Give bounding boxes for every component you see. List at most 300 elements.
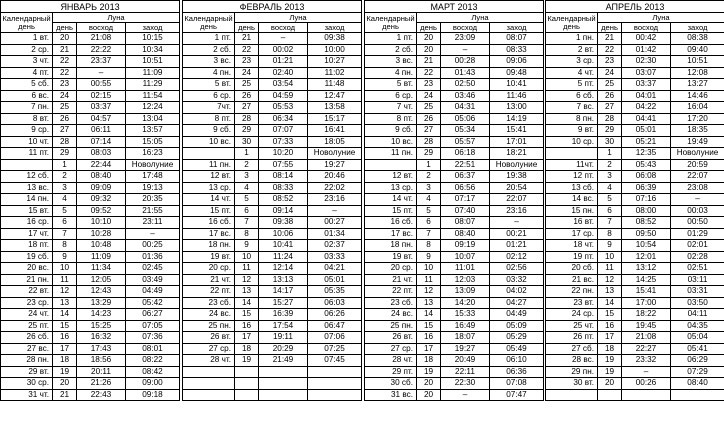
lunar-day: 7: [417, 228, 441, 240]
moonset-time: 23:08: [671, 182, 724, 194]
lunar-day: 14: [53, 309, 77, 321]
moonset-time: 19:27: [308, 159, 362, 171]
lunar-day: 20: [417, 378, 441, 390]
moonrise-time: 12:35: [622, 148, 671, 160]
moonrise-time: 09:19: [441, 240, 490, 252]
table-row: [183, 366, 362, 378]
lunar-day: 30: [598, 136, 622, 148]
lunar-day: 3: [417, 182, 441, 194]
moonrise-time: 20:49: [441, 355, 490, 367]
table-row: [1, 67, 180, 79]
calendar-day: 27 сб.: [546, 343, 598, 355]
calendar-day: 8 пн.: [546, 113, 598, 125]
moonset-time: 04:11: [671, 309, 724, 321]
moonset-time: 12:47: [308, 90, 362, 102]
calendar-day: 24 чт.: [1, 309, 53, 321]
calendar-day: [546, 148, 598, 160]
table-row: [183, 182, 362, 194]
moonset-time: 18:21: [490, 148, 544, 160]
calendar-day: 13 ср.: [183, 182, 235, 194]
lunar-day: 19: [235, 355, 259, 367]
lunar-day: 1: [417, 159, 441, 171]
table-row: [546, 136, 724, 148]
calendar-day: 2 вт.: [546, 44, 598, 56]
calendar-day: 15 пн.: [546, 205, 598, 217]
moonset-time: 07:06: [308, 332, 362, 344]
moonset-time: 20:54: [490, 182, 544, 194]
phase-day-header: день: [598, 23, 622, 33]
lunar-day: 5: [417, 205, 441, 217]
table-row: [1, 125, 180, 137]
table-row: [365, 44, 544, 56]
table-row: [365, 79, 544, 91]
moonrise-time: 09:32: [77, 194, 126, 206]
lunar-day: 24: [53, 90, 77, 102]
lunar-day: 29: [53, 148, 77, 160]
moonrise-time: 09:14: [259, 205, 308, 217]
calendar-day: 21 чт.: [365, 274, 417, 286]
table-row: [365, 320, 544, 332]
table-row: [1, 263, 180, 275]
moonset-header: заход: [308, 23, 362, 33]
moonrise-time: 10:10: [77, 217, 126, 229]
lunar-day: 2: [598, 159, 622, 171]
table-row: [183, 90, 362, 102]
table-row: [183, 217, 362, 229]
moonset-time: 03:32: [490, 274, 544, 286]
moonrise-time: 01:43: [441, 67, 490, 79]
calendar-day: 20 сб.: [546, 263, 598, 275]
moonrise-time: 11:01: [441, 263, 490, 275]
moonset-time: 01:34: [308, 228, 362, 240]
table-row: [1, 286, 180, 298]
moonset-time: 07:08: [490, 378, 544, 390]
calendar-day: 22 пт.: [183, 286, 235, 298]
moonrise-time: 06:39: [622, 182, 671, 194]
calendar-day: 1 пт.: [365, 33, 417, 45]
moonrise-time: 08:33: [259, 182, 308, 194]
moonrise-header: восход: [622, 23, 671, 33]
moonset-time: 05:04: [671, 332, 724, 344]
moonset-time: 11:48: [308, 79, 362, 91]
table-row: [546, 67, 724, 79]
table-row: [1, 182, 180, 194]
lunar-day: 8: [598, 228, 622, 240]
moonset-time: 06:36: [490, 366, 544, 378]
lunar-day: 24: [598, 67, 622, 79]
phase-day-header: день: [235, 23, 259, 33]
lunar-day: 19: [598, 355, 622, 367]
moonset-time: 17:20: [671, 113, 724, 125]
lunar-day: 9: [235, 240, 259, 252]
table-row: [183, 194, 362, 206]
moonset-time: 13:57: [126, 125, 180, 137]
moonset-time: 08:22: [126, 355, 180, 367]
moonrise-time: 16:39: [259, 309, 308, 321]
table-row: [183, 355, 362, 367]
calendar-day: 16 вт.: [546, 217, 598, 229]
moonset-time: 15:41: [490, 125, 544, 137]
moonrise-time: –: [441, 44, 490, 56]
lunar-day: 23: [598, 56, 622, 68]
lunar-day: 20: [598, 378, 622, 390]
moonrise-time: 03:07: [622, 67, 671, 79]
moonset-time: 02:28: [671, 251, 724, 263]
moonset-time: 23:11: [126, 217, 180, 229]
lunar-day: 20: [417, 389, 441, 401]
calendar-day: 12 вт.: [365, 171, 417, 183]
table-row: [365, 182, 544, 194]
moonrise-time: 04:57: [77, 113, 126, 125]
moonset-time: 13:00: [490, 102, 544, 114]
lunar-day: 13: [235, 286, 259, 298]
lunar-day: 29: [417, 148, 441, 160]
moonrise-time: [622, 389, 671, 401]
moonrise-time: 00:28: [441, 56, 490, 68]
calendar-day: 5 вт.: [183, 79, 235, 91]
lunar-day: 21: [598, 33, 622, 45]
calendar-day: 18 пн.: [183, 240, 235, 252]
table-row: [365, 67, 544, 79]
moonset-time: 06:29: [671, 355, 724, 367]
lunar-day: 5: [53, 205, 77, 217]
lunar-day: 4: [53, 194, 77, 206]
table-row: [365, 274, 544, 286]
lunar-day: 23: [417, 79, 441, 91]
lunar-day: 16: [235, 320, 259, 332]
calendar-day: 7чт.: [183, 102, 235, 114]
moonset-time: 18:05: [308, 136, 362, 148]
moonrise-time: 05:34: [441, 125, 490, 137]
calendar-day: 12 вт.: [183, 171, 235, 183]
moonset-time: 05:29: [490, 332, 544, 344]
table-row: [1, 44, 180, 56]
moonrise-time: 05:01: [622, 125, 671, 137]
table-row: [1, 33, 180, 45]
calendar-day: 30 ср.: [1, 378, 53, 390]
table-row: [183, 251, 362, 263]
moonrise-header: восход: [441, 23, 490, 33]
calendar-day: 28 вс.: [546, 355, 598, 367]
lunar-day: 10: [235, 251, 259, 263]
calendar-day: 6 ср.: [183, 90, 235, 102]
moonset-time: –: [490, 217, 544, 229]
table-row: [546, 182, 724, 194]
lunar-day: 7: [235, 217, 259, 229]
calendar-day: 13 сб.: [546, 182, 598, 194]
moonset-time: 06:47: [308, 320, 362, 332]
lunar-day: 21: [53, 44, 77, 56]
moonrise-time: [259, 389, 308, 401]
month-table-1: [0, 0, 179, 433]
moonrise-time: 05:57: [441, 136, 490, 148]
calendar-day: [183, 148, 235, 160]
moonrise-time: 07:07: [259, 125, 308, 137]
moonrise-time: 00:02: [259, 44, 308, 56]
moonrise-time: 00:26: [622, 378, 671, 390]
moonset-time: 08:33: [490, 44, 544, 56]
calendar-day: [183, 389, 235, 401]
lunar-day: 15: [235, 309, 259, 321]
moonset-time: 20:35: [126, 194, 180, 206]
calendar-day-header: Календарный день: [366, 13, 415, 31]
table-row: [1, 355, 180, 367]
moonrise-time: 06:18: [441, 148, 490, 160]
table-row: [365, 125, 544, 137]
calendar-day: 14 чт.: [183, 194, 235, 206]
moonset-time: 00:50: [671, 217, 724, 229]
calendar-day: 17 ср.: [546, 228, 598, 240]
calendar-day: 8 пт.: [365, 113, 417, 125]
calendar-day: 26 вт.: [183, 332, 235, 344]
lunar-day: 22: [417, 67, 441, 79]
table-row: [183, 136, 362, 148]
month-grid: [0, 0, 180, 401]
table-row: [183, 228, 362, 240]
table-row: [546, 355, 724, 367]
lunar-day: 21: [53, 389, 77, 401]
moonrise-time: 14:23: [77, 309, 126, 321]
table-row: [365, 355, 544, 367]
moonset-time: 09:00: [126, 378, 180, 390]
table-row: [1, 343, 180, 355]
calendar-day: 9 сб.: [183, 125, 235, 137]
table-row: [1, 113, 180, 125]
moonrise-time: 07:14: [77, 136, 126, 148]
calendar-day: 4 пн.: [183, 67, 235, 79]
moonset-time: 03:31: [671, 286, 724, 298]
moonset-time: 11:46: [490, 90, 544, 102]
table-row: [546, 240, 724, 252]
calendar-day: [365, 159, 417, 171]
table-row: [183, 125, 362, 137]
new-moon-label: Новолуние: [490, 159, 544, 171]
phase-day-header: день: [417, 23, 441, 33]
moonset-time: 03:49: [126, 274, 180, 286]
calendar-day: 1 пт.: [183, 33, 235, 45]
lunar-day: 12: [235, 274, 259, 286]
table-row: [183, 56, 362, 68]
lunar-day: [235, 378, 259, 390]
moonset-time: 02:37: [308, 240, 362, 252]
moonrise-time: 01:42: [622, 44, 671, 56]
moonset-time: 09:18: [126, 389, 180, 401]
lunar-day: 29: [235, 125, 259, 137]
moonrise-time: 08:40: [77, 171, 126, 183]
calendar-day: 11 пн.: [365, 148, 417, 160]
lunar-day: 26: [235, 90, 259, 102]
moonrise-time: 23:09: [441, 33, 490, 45]
moonrise-time: –: [77, 67, 126, 79]
calendar-day: 22 пт.: [365, 286, 417, 298]
moonrise-time: 07:40: [441, 205, 490, 217]
moonrise-time: 06:37: [441, 171, 490, 183]
table-row: [1, 366, 180, 378]
moonrise-time: 08:40: [441, 228, 490, 240]
calendar-day: 25 пн.: [183, 320, 235, 332]
moonset-time: 09:48: [490, 67, 544, 79]
moonrise-time: 12:05: [77, 274, 126, 286]
calendar-day: 29 вт.: [1, 366, 53, 378]
moonset-time: 02:45: [126, 263, 180, 275]
calendar-day: 17 вс.: [365, 228, 417, 240]
moonrise-time: 07:55: [259, 159, 308, 171]
table-row: [1, 194, 180, 206]
moonrise-time: 21:08: [622, 332, 671, 344]
calendar-day: 3 вс.: [183, 56, 235, 68]
moonrise-time: 22:30: [441, 378, 490, 390]
moonset-time: 11:02: [308, 67, 362, 79]
calendar-day: 10 вс.: [365, 136, 417, 148]
moonset-header: заход: [671, 23, 724, 33]
moonset-time: 11:54: [126, 90, 180, 102]
lunar-day: 30: [235, 136, 259, 148]
calendar-day: 15 пт.: [183, 205, 235, 217]
lunar-day: 7: [53, 228, 77, 240]
calendar-day: 10 вс.: [183, 136, 235, 148]
moonset-time: 07:29: [671, 366, 724, 378]
calendar-day: 28 пн.: [1, 355, 53, 367]
lunar-day: [598, 389, 622, 401]
moonset-time: 09:06: [490, 56, 544, 68]
lunar-day: 12: [598, 274, 622, 286]
moonset-time: 01:29: [671, 228, 724, 240]
table-row: [365, 159, 544, 171]
table-row: [365, 217, 544, 229]
lunar-day: 11: [417, 274, 441, 286]
lunar-day: 27: [53, 125, 77, 137]
moonset-time: 02:01: [671, 240, 724, 252]
moonrise-time: 13:12: [622, 263, 671, 275]
table-row: [546, 205, 724, 217]
table-row: [546, 125, 724, 137]
lunar-day: 14: [235, 297, 259, 309]
moonset-time: 05:01: [308, 274, 362, 286]
calendar-day: 22 пн.: [546, 286, 598, 298]
calendar-day: 10 чт.: [1, 136, 53, 148]
moonset-time: 07:45: [308, 355, 362, 367]
calendar-day: 9 ср.: [1, 125, 53, 137]
calendar-day: 11 пт.: [1, 148, 53, 160]
table-row: [546, 102, 724, 114]
table-row: [546, 228, 724, 240]
table-row: [1, 79, 180, 91]
calendar-day: 10 ср.: [546, 136, 598, 148]
moonset-time: 10:51: [671, 56, 724, 68]
table-row: [546, 309, 724, 321]
lunar-day: 18: [235, 343, 259, 355]
calendar-day: 27 вс.: [1, 343, 53, 355]
moonset-time: 19:13: [126, 182, 180, 194]
calendar-day: 17 чт.: [1, 228, 53, 240]
moonset-time: 14:19: [490, 113, 544, 125]
moonrise-time: 12:03: [441, 274, 490, 286]
table-row: [546, 251, 724, 263]
calendar-day: 26 пт.: [546, 332, 598, 344]
calendar-day: 15 вт.: [1, 205, 53, 217]
table-row: [365, 33, 544, 45]
moonrise-time: 02:15: [77, 90, 126, 102]
moonrise-time: 23:32: [622, 355, 671, 367]
lunar-day: 27: [598, 102, 622, 114]
calendar-day: 6 вс.: [1, 90, 53, 102]
lunar-day: 17: [598, 332, 622, 344]
calendar-day: 16 ср.: [1, 217, 53, 229]
moonrise-time: 13:09: [441, 286, 490, 298]
moonset-time: 04:02: [490, 286, 544, 298]
moonset-time: 13:27: [671, 79, 724, 91]
moonrise-time: 12:14: [259, 263, 308, 275]
lunar-day: 22: [53, 67, 77, 79]
table-row: [546, 159, 724, 171]
table-row: [365, 366, 544, 378]
moonset-time: 02:12: [490, 251, 544, 263]
calendar-day: 29 пт.: [365, 366, 417, 378]
table-row: [365, 332, 544, 344]
table-row: [546, 332, 724, 344]
lunar-day: 16: [53, 332, 77, 344]
table-row: [183, 286, 362, 298]
moonrise-time: –: [259, 33, 308, 45]
month-grid: [182, 0, 362, 401]
lunar-day: 1: [235, 148, 259, 160]
moonset-time: –: [671, 194, 724, 206]
calendar-day: 16 сб.: [365, 217, 417, 229]
month-table-4: [545, 0, 724, 433]
calendar-day: 16 сб.: [183, 217, 235, 229]
lunar-day: 6: [53, 217, 77, 229]
calendar-day: 24 вс.: [183, 309, 235, 321]
moonrise-time: 04:31: [441, 102, 490, 114]
moonrise-time: 21:49: [259, 355, 308, 367]
moonrise-time: 04:01: [622, 90, 671, 102]
calendar-day: 4 пт.: [1, 67, 53, 79]
table-row: [1, 217, 180, 229]
moonrise-time: –: [622, 366, 671, 378]
calendar-day: 1 вт.: [1, 33, 53, 45]
moonset-time: 10:41: [490, 79, 544, 91]
calendar-day: 21 чт.: [183, 274, 235, 286]
lunar-day: 25: [235, 79, 259, 91]
moonrise-time: 11:09: [77, 251, 126, 263]
calendar-day: 3 ср.: [546, 56, 598, 68]
lunar-day: 14: [598, 297, 622, 309]
calendar-day: 14 вс.: [546, 194, 598, 206]
moonrise-time: [259, 366, 308, 378]
lunar-day: 22: [235, 44, 259, 56]
table-row: [183, 240, 362, 252]
moonrise-time: 10:07: [441, 251, 490, 263]
moonset-time: 22:07: [671, 171, 724, 183]
moonrise-time: 18:07: [441, 332, 490, 344]
table-row: [1, 148, 180, 160]
table-row: [546, 90, 724, 102]
lunar-day: 6: [417, 217, 441, 229]
moonset-time: 10:00: [308, 44, 362, 56]
table-row: [546, 194, 724, 206]
lunar-day: 22: [598, 44, 622, 56]
table-row: [1, 389, 180, 401]
table-row: [546, 286, 724, 298]
lunar-day: 4: [417, 194, 441, 206]
calendar-day: 8 вт.: [1, 113, 53, 125]
moon-header: Луна: [53, 13, 180, 23]
moonrise-time: 07:33: [259, 136, 308, 148]
table-row: [546, 343, 724, 355]
table-row: [546, 33, 724, 45]
table-row: [365, 240, 544, 252]
lunar-day: 15: [598, 309, 622, 321]
